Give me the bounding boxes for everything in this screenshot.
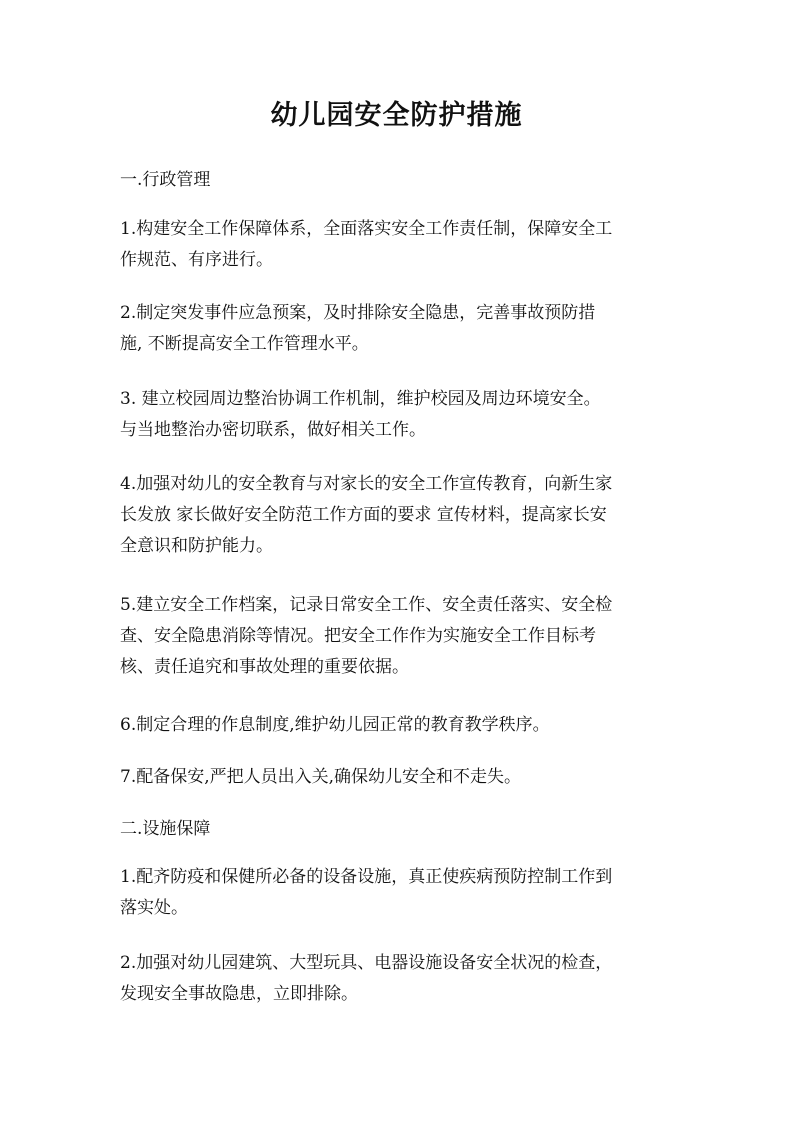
paragraph-item-1-1 [120,214,678,276]
text-line: 查、安全隐患消除等情况。把安全工作作为实施安全工作目标考 [120,626,596,646]
section-heading-administration: 一.行政管理 [120,170,211,190]
text-line: 核、责任追究和事故处理的重要依据。 [120,657,409,677]
text-line: 2.加强对幼儿园建筑、大型玩具、电器设施设备安全状况的检查， [120,953,613,973]
paragraph-item-1-4 [120,469,678,562]
text-line: 发现安全事故隐患，立即排除。 [120,984,358,1004]
paragraph-item-1-5 [120,590,678,683]
text-line: 4.加强对幼儿的安全教育与对家长的安全工作宣传教育，向新生家 [120,474,613,494]
paragraph-item-1-2 [120,298,678,360]
paragraph-item-1-3 [120,384,678,446]
paragraph-item-2-2 [120,948,678,1010]
text-line: 作规范、有序进行。 [120,250,273,270]
text-line: 施, 不断提高安全工作管理水平。 [120,334,369,354]
paragraph-item-2-1 [120,862,678,924]
text-line: 2.制定突发事件应急预案，及时排除安全隐患，完善事故预防措 [120,303,596,323]
text-line: 长发放 家长做好安全防范工作方面的要求 宣传材料，提高家长安 [120,505,607,525]
text-line: 与当地整治办密切联系，做好相关工作。 [120,420,426,440]
paragraph-item-1-6 [120,710,678,741]
text-line: 7.配备保安,严把人员出入关,确保幼儿安全和不走失。 [120,767,522,787]
text-line: 落实处。 [120,898,188,918]
text-line: 1.构建安全工作保障体系，全面落实安全工作责任制，保障安全工 [120,219,613,239]
text-line: 全意识和防护能力。 [120,536,273,556]
text-line: 6.制定合理的作息制度,维护幼儿园正常的教育教学秩序。 [120,715,550,735]
document-title: 幼儿园安全防护措施 [270,100,523,131]
text-line: 3. 建立校园周边整治协调工作机制，维护校园及周边环境安全。 [120,389,601,409]
section-heading-facilities: 二.设施保障 [120,819,211,839]
text-line: 1.配齐防疫和保健所必备的设备设施，真正使疾病预防控制工作到 [120,867,613,887]
text-line: 5.建立安全工作档案，记录日常安全工作、安全责任落实、安全检 [120,595,613,615]
paragraph-item-1-7 [120,762,678,793]
